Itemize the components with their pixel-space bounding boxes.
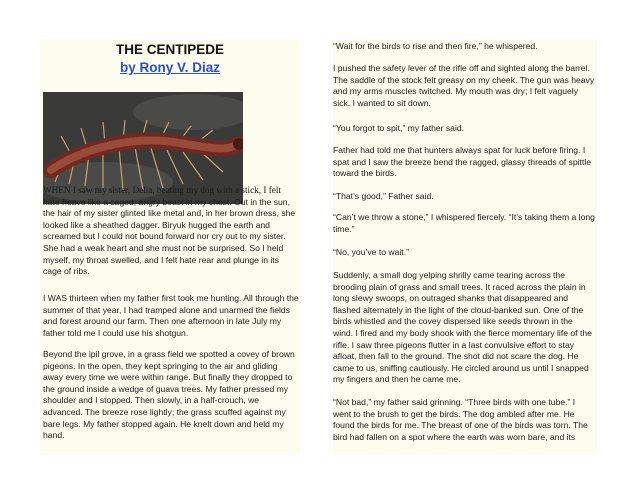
paragraph-r5: “That’s good,” Father said. [333, 191, 434, 201]
left-page [40, 39, 300, 455]
paragraph-r4: Father had told me that hunters always spat for luck before firing. I spat and I saw the breeze bend the ragged, glassy threads of spittle toward the birds. [333, 145, 591, 179]
paragraph-3: Beyond the ipil grove, in a grass field we spotted a covey of brown pigeons. In the open, they kept springing to the air and gliding away every time we were within range. But finally they dropped to the ground inside a wedge of guava trees. My father pressed my shoulder and I stopped. Then slowly, in a half-crouch, we advanced. The breeze rose lightly; the grass scuffed against my bare legs. My father stopped again. He knelt down and held my hand. [43, 349, 295, 441]
right-page [333, 39, 597, 455]
paragraph-r2: I pushed the safety lever of the rifle off and sighted along the barrel. The saddle of the stock felt greasy on my cheek. The gun was heavy and my arms muscles twitched. My mouth was dry; I felt vaguely sick. I wanted to sit down. [333, 63, 595, 108]
story-title: THE CENTIPEDE [115, 42, 224, 57]
paragraph-r6: “Can’t we throw a stone,” I whispered fiercely. “It’s taking them a long time.” [333, 212, 595, 234]
author-link[interactable]: by Rony V. Diaz [119, 60, 221, 75]
paragraph-1 [43, 185, 299, 278]
paragraph-2: I WAS thirteen when my father first took me hunting. All through the summer of that year, I had tramped alone and unarmed the fields and forest around our farm. Then one afternoon in late July my father told me I could use his shotgun. [43, 293, 299, 338]
paragraph-1-text: hate heave like a caged, angry beast in my chest. Out in the sun, the hair of my sister glinted like metal and, in her brown dress, she looked like a sheathed dagger. Biryuk hugged the earth and screamed but I could not bound forward nor cry out to my sister. She had a weak heart and she must not be surprised. So I held myself, my throat swelled, and I felt hate rear and plunge in its cage of ribs. [43, 196, 296, 277]
paragraph-r3: “You forgot to spit,” my father said. [333, 123, 465, 133]
paragraph-r8: Suddenly, a small dog yelping shrilly came tearing across the brooding plain of grass and small trees. It raced across the plain in long slewy swoops, on outraged shanks that disappeared and flashed alternately in the light of the cloud-banked sun. One of the birds whistled and the covey dispersed like seeds thrown in the wind. I fired and my body shook with the fierce momentary life of the rifle. I saw three pigeons flutter in a last convulsive effort to stay afloat, then fall to the ground. The shot did not scare the dog. He came to us, sniffing cautiously. He circled around us until I snapped my fingers and then he came me. [333, 270, 592, 385]
paragraph-r1: “Wait for the birds to rise and then fire,” he whispered. [333, 41, 538, 51]
paragraph-r9: “Not bad,” my father said grinning. “Three birds with one tube.” I went to the brush to get the birds. The dog ambled after me. He found the birds for me. The breast of one of the birds was torn. The bird had fallen on a spot where the earth was worn bare, and its [333, 397, 588, 442]
paragraph-1-lead: WHEN I saw my sister, Delia, beating my dog with a stick, I felt [43, 185, 281, 195]
paragraph-r7: “No, you’ve to wait.” [333, 247, 409, 257]
